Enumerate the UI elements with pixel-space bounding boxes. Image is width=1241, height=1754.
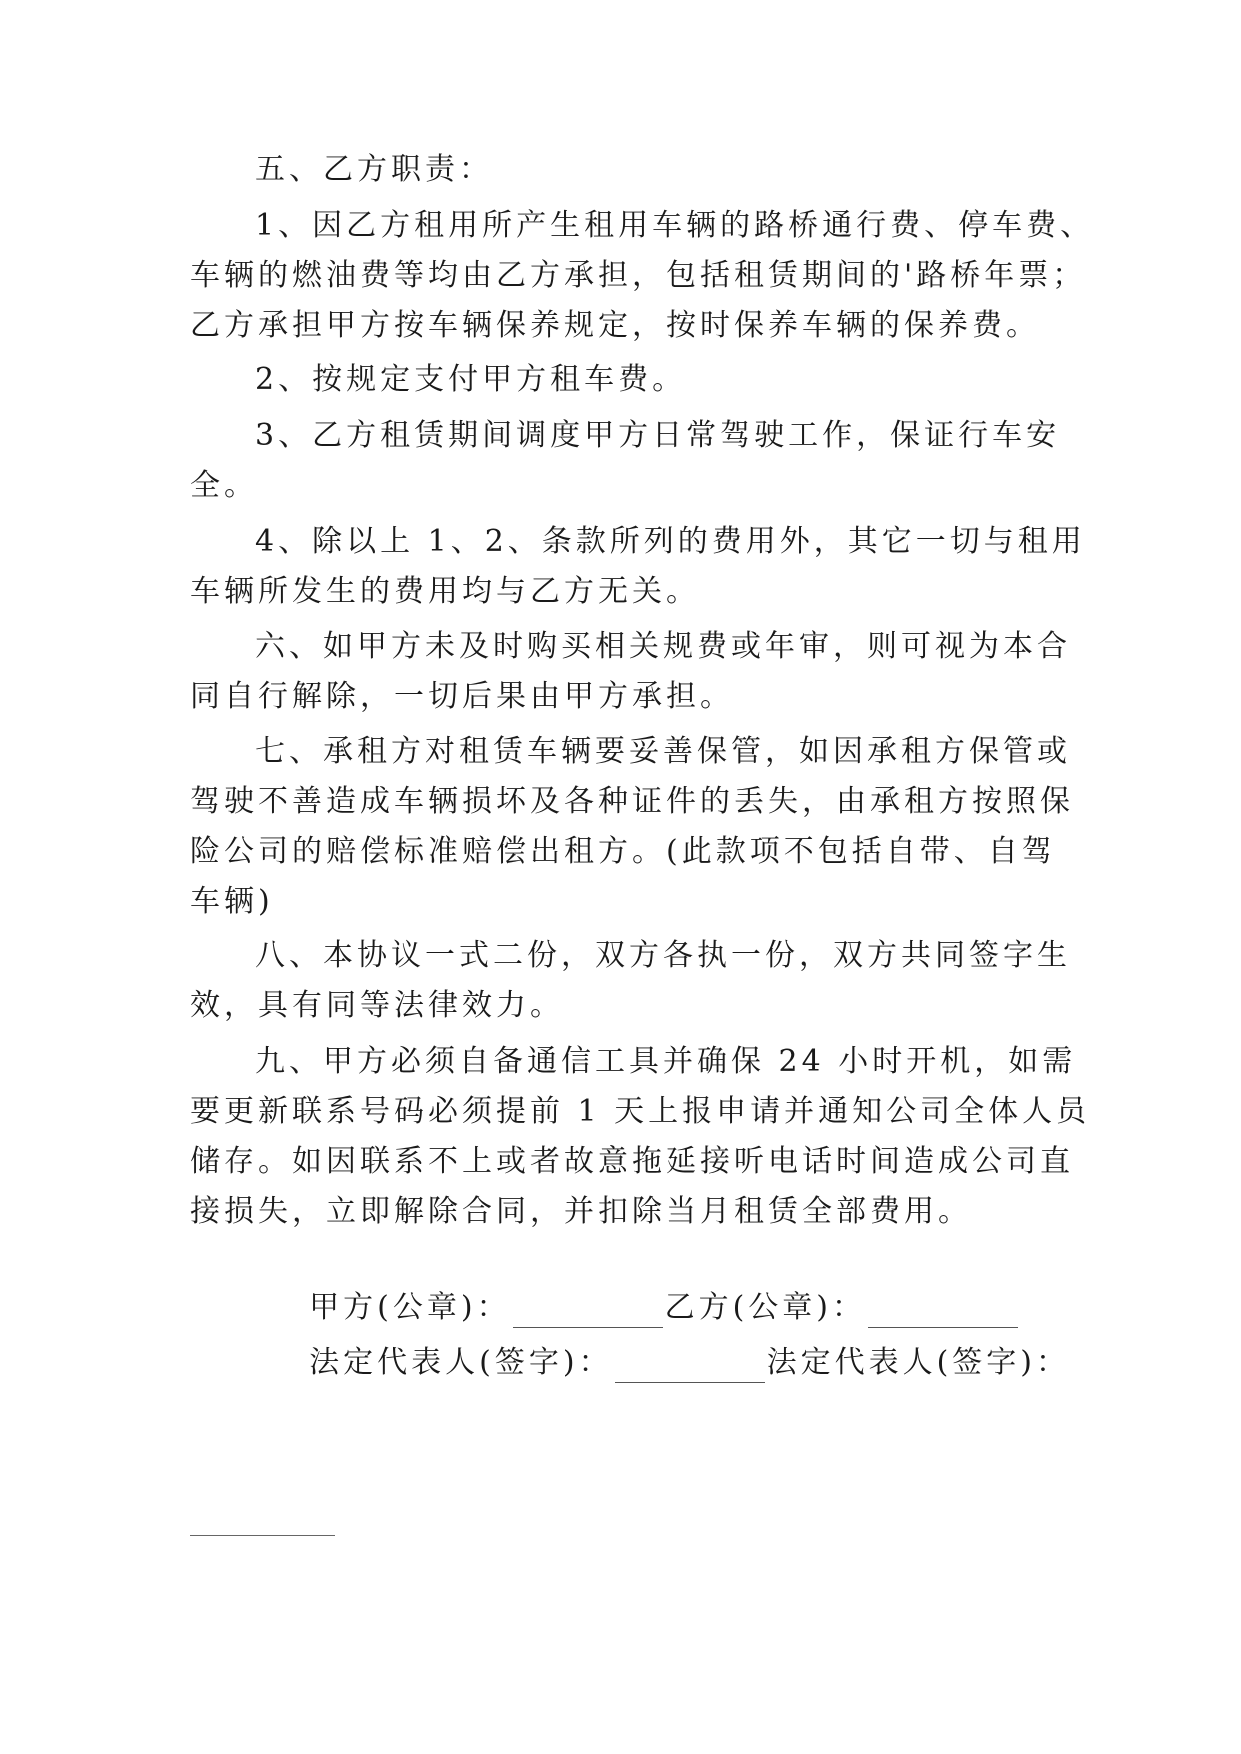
representative-signature-row — [255, 1303, 1070, 1423]
rep-b-blank[interactable] — [190, 1535, 335, 1536]
party-a-seal-label: 甲方(公章)： — [309, 1290, 511, 1325]
paragraph-line: 车辆所发生的费用均与乙方无关。 — [190, 574, 700, 609]
paragraph-line: 险公司的赔偿标准赔偿出租方。(此款项不包括自带、自驾 — [190, 834, 1056, 869]
paragraph-line: 4、除以上 1、2、条款所列的费用外，其它一切与租用 — [255, 524, 1086, 559]
paragraph-line: 同自行解除，一切后果由甲方承担。 — [190, 679, 734, 714]
paragraph-line: 1、因乙方租用所产生租用车辆的路桥通行费、停车费、 — [255, 208, 1095, 243]
rep-a-blank[interactable] — [615, 1352, 765, 1383]
paragraph-line: 乙方承担甲方按车辆保养规定，按时保养车辆的保养费。 — [190, 308, 1040, 343]
paragraph-line: 3、乙方租赁期间调度甲方日常驾驶工作，保证行车安 — [255, 418, 1061, 453]
paragraph-line: 全。 — [190, 468, 258, 503]
paragraph-line: 储存。如因联系不上或者故意拖延接听电话时间造成公司直 — [190, 1144, 1074, 1179]
paragraph-line: 车辆的燃油费等均由乙方承担，包括租赁期间的'路桥年票； — [190, 258, 1087, 293]
paragraph-line: 九、甲方必须自备通信工具并确保 24 小时开机，如需 — [255, 1044, 1077, 1079]
section-heading: 五、乙方职责： — [255, 152, 493, 187]
paragraph-line: 接损失，立即解除合同，并扣除当月租赁全部费用。 — [190, 1194, 972, 1229]
paragraph-line: 八、本协议一式二份，双方各执一份，双方共同签字生 — [255, 938, 1071, 973]
paragraph-line: 效，具有同等法律效力。 — [190, 988, 564, 1023]
party-b-seal-label: 乙方(公章)： — [664, 1290, 866, 1325]
paragraph-line: 2、按规定支付甲方租车费。 — [255, 362, 687, 397]
paragraph-line: 驾驶不善造成车辆损坏及各种证件的丢失，由承租方按照保 — [190, 784, 1074, 819]
paragraph-line: 七、承租方对租赁车辆要妥善保管，如因承租方保管或 — [255, 734, 1071, 769]
paragraph-line: 六、如甲方未及时购买相关规费或年审，则可视为本合 — [255, 629, 1071, 664]
paragraph-line: 要更新联系号码必须提前 1 天上报申请并通知公司全体人员 — [190, 1094, 1091, 1129]
rep-a-label: 法定代表人(签字)： — [309, 1345, 613, 1380]
paragraph-line: 车辆) — [190, 884, 274, 919]
rep-b-label: 法定代表人(签字)： — [766, 1345, 1070, 1380]
